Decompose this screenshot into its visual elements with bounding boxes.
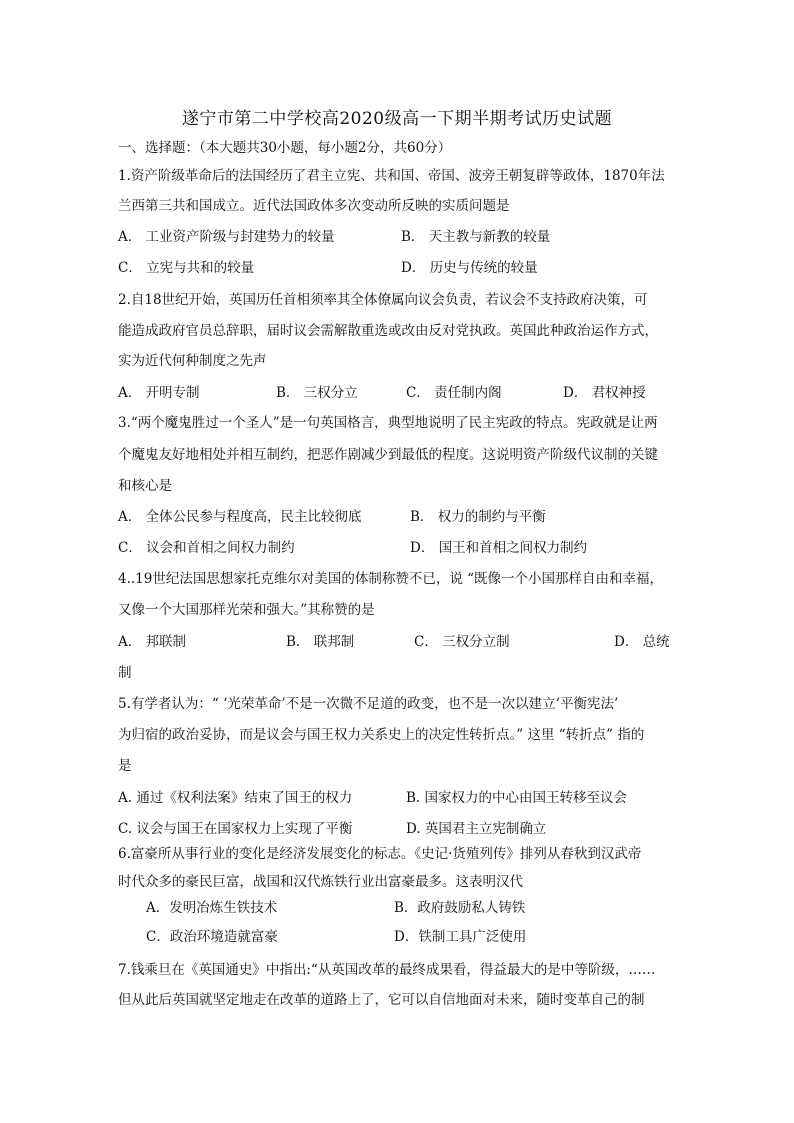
q1-option-c: C． 立宪与共和的较量 bbox=[118, 260, 255, 276]
q4-stem-line-2: 又像一个大国那样光荣和强大。”其称赞的是 bbox=[118, 602, 375, 618]
q1-stem-line-2: 兰西第三共和国成立。近代法国政体多次变动所反映的实质问题是 bbox=[118, 198, 510, 214]
q4-option-b: B． 联邦制 bbox=[286, 634, 355, 650]
q6-option-b: B．政府鼓励私人铸铁 bbox=[394, 900, 526, 916]
q3-option-c: C． 议会和首相之间权力制约 bbox=[118, 540, 295, 556]
q6-option-a: A．发明冶炼生铁技术 bbox=[146, 900, 278, 916]
q7-stem-line-1: 7.钱乘旦在《英国通史》中指出:“从英国改革的最终成果看，得益最大的是中等阶级，…… bbox=[118, 962, 656, 978]
q2-option-a: A． 开明专制 bbox=[118, 385, 200, 401]
q4-option-d-wrap: 制 bbox=[118, 665, 132, 681]
q3-stem-line-2: 个魔鬼友好地相处并相互制约，把恶作剧减少到最低的程度。这说明资产阶级代议制的关键 bbox=[118, 447, 658, 463]
q2-option-b: B． 三权分立 bbox=[276, 385, 358, 401]
section-heading: 一、选择题：（本大题共30小题，每小题2分，共60分） bbox=[118, 140, 452, 156]
q1-option-d: D． 历史与传统的较量 bbox=[401, 260, 538, 276]
q1-option-b: B． 天主教与新教的较量 bbox=[401, 229, 551, 245]
q4-stem-line-1: 4..19世纪法国思想家托克维尔对美国的体制称赞不已，说 “既像一个小国那样自由和幸福， bbox=[118, 571, 664, 587]
q3-stem-line-3: 和核心是 bbox=[118, 478, 172, 494]
q5-option-c: C. 议会与国王在国家权力上实现了平衡 bbox=[118, 821, 353, 837]
q7-stem-line-2: 但从此后英国就坚定地走在改革的道路上了，它可以自信地面对未来，随时变革自己的制 bbox=[118, 992, 645, 1008]
q1-stem-line-1: 1.资产阶级革命后的法国经历了君主立宪、共和国、帝国、波旁王朝复辟等政体，1870年法 bbox=[118, 168, 665, 184]
exam-title: 遂宁市第二中学校高2020级高一下期半期考试历史试题 bbox=[181, 109, 613, 129]
q6-option-c: C．政治环境造就富豪 bbox=[146, 929, 278, 945]
q6-stem-line-1: 6.富豪所从事行业的变化是经济发展变化的标志。《史记·货殖列传》排列从春秋到汉武帝 bbox=[118, 846, 642, 862]
q2-option-c: C． 责任制内阁 bbox=[406, 385, 502, 401]
q6-stem-line-2: 时代众多的豪民巨富，战国和汉代炼铁行业出富豪最多。这表明汉代 bbox=[118, 874, 523, 890]
q5-option-b: B. 国家权力的中心由国王转移至议会 bbox=[406, 790, 628, 806]
q5-option-d: D. 英国君主立宪制确立 bbox=[406, 821, 547, 837]
q1-option-a: A． 工业资产阶级与封建势力的较量 bbox=[118, 229, 335, 245]
q4-option-d: D． 总统 bbox=[614, 634, 670, 650]
q3-stem-line-1: 3.“两个魔鬼胜过一个圣人”是一句英国格言，典型地说明了民主宪政的特点。宪政就是让两 bbox=[118, 415, 658, 431]
q4-option-a: A． 邦联制 bbox=[118, 634, 187, 650]
q3-option-d: D． 国王和首相之间权力制约 bbox=[410, 540, 588, 556]
q2-stem-line-3: 实为近代何种制度之先声 bbox=[118, 353, 267, 369]
q4-option-c: C． 三权分立制 bbox=[414, 634, 510, 650]
q3-option-b: B． 权力的制约与平衡 bbox=[410, 509, 546, 525]
q5-option-a: A. 通过《权利法案》结束了国王的权力 bbox=[118, 790, 353, 806]
q2-option-d: D． 君权神授 bbox=[563, 385, 646, 401]
q3-option-a: A． 全体公民参与程度高，民主比较彻底 bbox=[118, 509, 362, 525]
q6-option-d: D．铁制工具广泛使用 bbox=[394, 929, 527, 945]
q5-stem-line-3: 是 bbox=[118, 758, 132, 774]
q2-stem-line-2: 能造成政府官员总辞职，届时议会需解散重选或改由反对党执政。英国此种政治运作方式， bbox=[118, 323, 658, 339]
q5-stem-line-1: 5.有学者认为：“ ‘光荣革命’不是一次微不足道的政变，也不是一次以建立‘平衡宪法’ bbox=[118, 696, 619, 712]
q2-stem-line-1: 2.自18世纪开始，英国历任首相须率其全体僚属向议会负责，若议会不支持政府决策，可 bbox=[118, 292, 648, 308]
q5-stem-line-2: 为归宿的政治妥协，而是议会与国王权力关系史上的决定性转折点。” 这里 “转折点” 指的 bbox=[118, 727, 645, 743]
